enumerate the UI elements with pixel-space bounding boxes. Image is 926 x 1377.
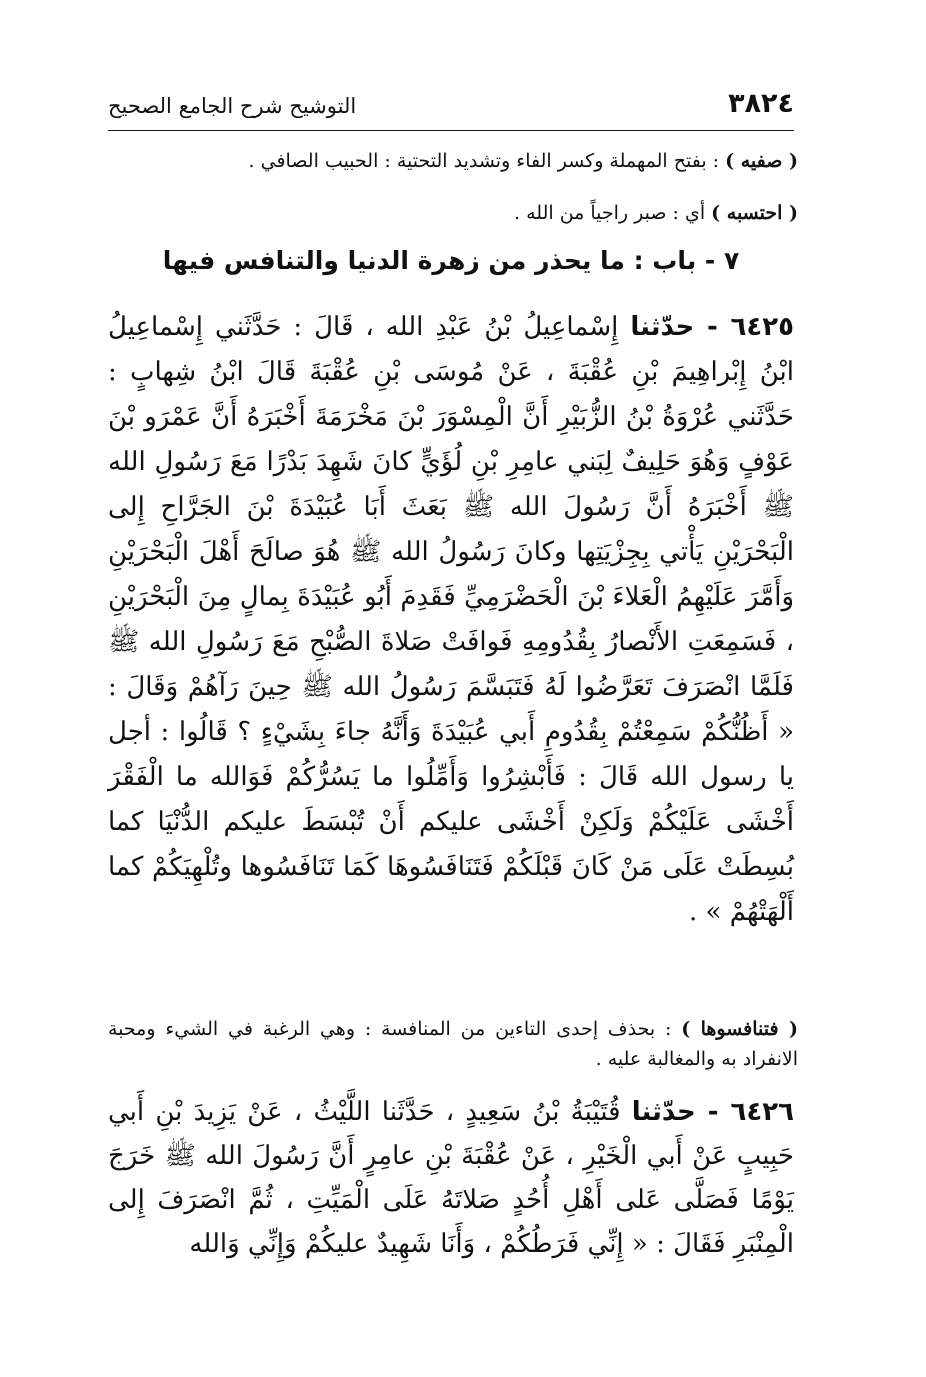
hadith-text: إِسْماعِيلُ بْنُ عَبْدِ الله ، قَالَ : حَدَّثَني إِسْماعِيلُ ابْنُ إِبْراهِيمَ بْنِ عُقْبَةَ ، عَنْ مُوسَى بْنِ عُقْبَةَ قَالَ ابْنُ شِهابٍ : حَدَّثَني عُرْوَةُ بْنُ الزُّبَيْرِ أَنَّ الْمِسْوَرَ بْنَ مَخْرَمَةَ أَخْبَرَهُ أَنَّ عَمْرَو بْنَ عَوْفٍ وَهُوَ حَلِيفٌ لِبَني عامِرِ بْنِ لُؤَيٍّ كانَ شَهِدَ بَدْرًا مَعَ رَسُولِ الله ﷺ أَخْبَرَهُ أَنَّ رَسُولَ الله ﷺ بَعَثَ أَبَا عُبَيْدَةَ بْنَ الجَرَّاحِ إِلى الْبَحْرَيْنِ يَأْتي بِجِزْيَتِها وكانَ رَسُولُ الله ﷺ هُوَ صالَحَ أَهْلَ الْبَحْرَيْنِ وَأَمَّرَ عَلَيْهِمُ الْعَلاءَ بْنَ الْحَضْرَمِيِّ فَقَدِمَ أَبُو عُبَيْدَةَ بِمالٍ مِنَ الْبَحْرَيْنِ ، فَسَمِعَتِ الأَنْصارُ بِقُدُومِهِ فَوافَتْ صَلاةَ الصُّبْحِ مَعَ رَسُولِ الله ﷺ فَلَمَّا انْصَرَفَ تَعَرَّضُوا لَهُ فَتَبَسَّمَ رَسُولُ الله ﷺ حِينَ رَآهُمْ وَقَالَ : « أَظُنُّكُمْ سَمِعْتُمْ بِقُدُومِ أَبي عُبَيْدَةَ وَأَنَّهُ جاءَ بِشَيْءٍ ؟ قَالُوا : أجل يا رسول الله قَالَ : فَأَبْشِرُوا وَأَمِّلُوا ما يَسُرُّكُمْ فَوَالله ما الْفَقْرَ أَخْشَى عَلَيْكُمْ وَلَكِنْ أَخْشَى عليكم أَنْ تُبْسَطَ عليكم الدُّنْيَا كما بُسِطَتْ عَلَى مَنْ كَانَ قَبْلَكُمْ فَتَنَافَسُوهَا كَمَا تَنَافَسُوها وتُلْهِيَكُمْ كما أَلْهَتْهُمْ » . bbox=[108, 312, 794, 927]
hadith-number: ٦٤٢٦ - حدّثنا bbox=[631, 1097, 794, 1127]
footnote-term: ( صفيه ) bbox=[725, 150, 798, 172]
hadith-text: قُتَيْبَةُ بْنُ سَعِيدٍ ، حَدَّثَنا اللَّيْثُ ، عَنْ يَزِيدَ بْنِ أَبي حَبِيبٍ عَنْ أَبي الْخَيْرِ ، عَنْ عُقْبَةَ بْنِ عامِرٍ أَنَّ رَسُولَ الله ﷺ خَرَجَ يَوْمًا فَصَلَّى عَلى أَهْلِ أُحُدٍ صَلاتَهُ عَلَى الْمَيِّتِ ، ثُمَّ انْصَرَفَ إِلى الْمِنْبَرِ فَقَالَ : « إِنِّي فَرَطُكُمْ ، وَأَنَا شَهِيدٌ عليكُمْ وَإِنِّي وَالله bbox=[108, 1097, 794, 1259]
page-number: ٣٨٢٤ bbox=[728, 88, 794, 119]
footnote-text: : بحذف إحدى التاءين من المنافسة : وهي الرغبة في الشيء ومحبة الانفراد به والمغالبة عليه . bbox=[108, 1018, 798, 1070]
footnote-ihtasabahu bbox=[108, 200, 798, 226]
hadith-number: ٦٤٢٥ - حدّثنا bbox=[630, 312, 795, 342]
page-header bbox=[108, 84, 794, 131]
footnote-tanafasuha bbox=[108, 1014, 798, 1074]
footnote-text: : بفتح المهملة وكسر الفاء وتشديد التحتية : الحبيب الصافي . bbox=[248, 150, 726, 172]
footnote-safiyyah bbox=[108, 148, 798, 174]
footnote-term: ( احتسبه ) bbox=[711, 202, 798, 224]
hadith-6426 bbox=[108, 1090, 794, 1266]
running-title: التوشيح شرح الجامع الصحيح bbox=[108, 94, 357, 118]
chapter-heading: ٧ - باب : ما يحذر من زهرة الدنيا والتنافس فيها bbox=[162, 246, 740, 275]
hadith-6425 bbox=[108, 305, 794, 935]
footnote-term: ( فتنافسوها ) bbox=[681, 1018, 798, 1040]
footnote-text: أي : صبر راجياً من الله . bbox=[514, 202, 712, 224]
